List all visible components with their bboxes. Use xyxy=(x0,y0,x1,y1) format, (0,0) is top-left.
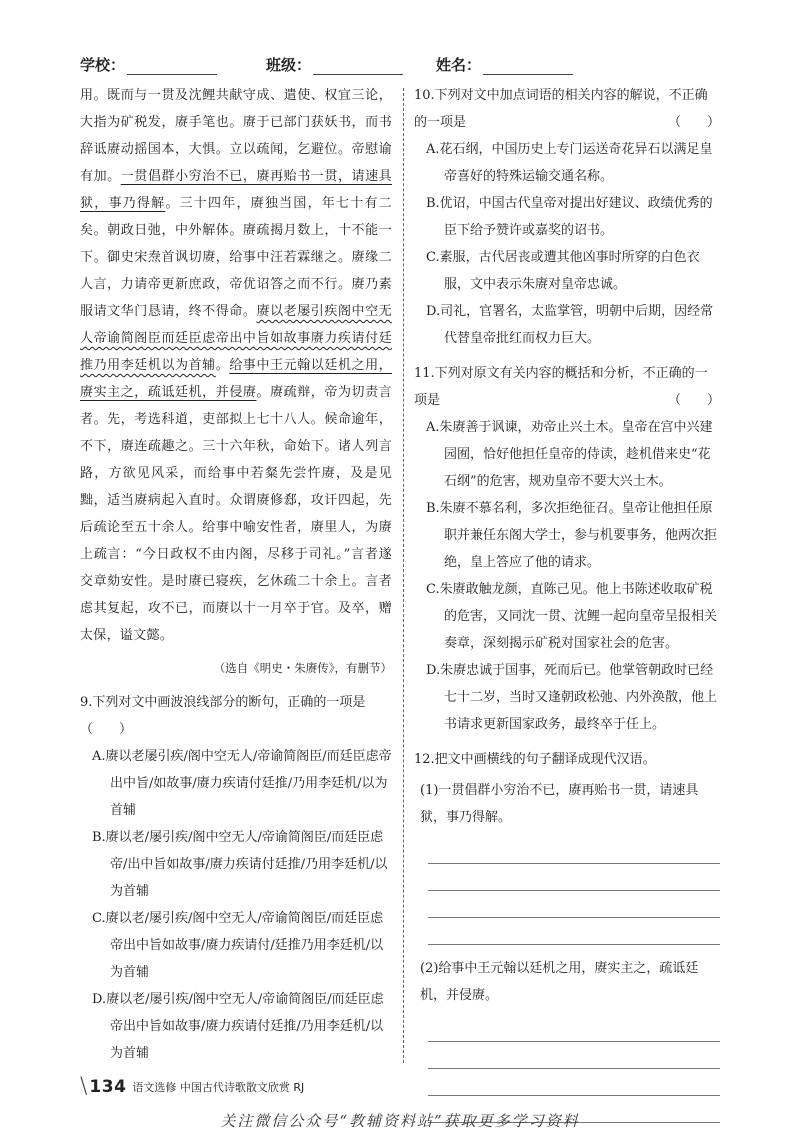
right-column xyxy=(414,82,720,1123)
bottom-promo-note: 关注微信公众号“教辅资料站”获取更多学习资料 xyxy=(220,1112,580,1130)
question-11-option-b: B.朱赓不慕名利，多次拒绝征召。皇帝让他担任原职并兼任东阁大学士，参与机要事务，他两次拒绝，皇上答应了他的请求。 xyxy=(426,501,718,570)
question-11 xyxy=(414,360,720,738)
wavy-underlined-sentence: 赓以老屡引疾阁中空无人帝谕简阁臣而廷臣虑帝出中旨如故事赓力疾请付廷推乃用李廷机以为首辅 xyxy=(80,304,392,373)
passage-text xyxy=(80,82,392,649)
question-10-option-a: A.花石纲，中国历史上专门运送奇花异石以满足皇帝喜好的特殊运输交通名称。 xyxy=(426,142,713,184)
passage-part-5: 。 xyxy=(215,358,230,373)
question-10 xyxy=(414,82,720,352)
book-title: 语文选修 中国古代诗歌散文欣赏 RJ xyxy=(132,1080,305,1094)
name-label: 姓名： xyxy=(436,56,482,74)
class-field xyxy=(266,54,403,75)
passage-part-3: 。三十四年，赓独当国，年七十有二矣。朝政日弛，中外解体。赓疏揭月数上，十不能一下。御史宋焘首讽切赓，给事中汪若霖继之。赓缘二人言，力请帝更新庶政，帝优诏答之而不行。赓乃素服请文华门恳请，终不得命。 xyxy=(80,196,392,319)
passage-part-1: 用。既而与一贯及沈鲤共献守成、遣使、权宜三论，大指为矿税发，赓手笔也。赓于已部门获妖书，而书辞诋赓动摇国本，大惧。立以疏闻，乞避位。帝慰谕有加。 xyxy=(80,88,392,184)
answer-lines-2 xyxy=(414,1015,720,1123)
question-9-option-a: A.赓以老屡引疾/阁中空无人/帝谕简阁臣/而廷臣虑帝出中旨/如故事/赓力疾请付廷推/乃用李廷机/以为首辅 xyxy=(92,749,392,818)
question-9-option-c: C.赓以老/屡引疾/阁中空无人/帝谕简阁臣/而廷臣虑帝出中旨如故事/赓力疾请付/廷推乃用李廷机/以为首辅 xyxy=(92,911,384,980)
question-9 xyxy=(80,689,392,1067)
underlined-sentence-1: 一贯倡群小穷治不已，赓再贻书一贯，请速具狱，事乃得解 xyxy=(80,169,392,211)
answer-line[interactable] xyxy=(428,891,720,918)
student-info-header xyxy=(80,54,730,78)
question-10-answer-paren: （ ） xyxy=(667,115,720,130)
question-12-sub-2: (2)给事中王元翰以廷机之用，赓实主之，疏诋廷机，并侵赓。 xyxy=(420,961,699,1003)
question-11-title: 11.下列对原文有关内容的概括和分析，不正确的一项是 xyxy=(414,366,708,408)
question-10-option-d: D.司礼，官署名，太监掌管，明朝中后期，因经常代替皇帝批红而权力巨大。 xyxy=(426,304,714,346)
answer-line[interactable] xyxy=(428,837,720,864)
passage-source: （选自《明史・朱赓传》，有删节） xyxy=(213,661,392,675)
question-11-answer-paren: （ ） xyxy=(667,393,720,408)
question-12-title: 12.把文中画横线的句子翻译成现代汉语。 xyxy=(414,752,656,767)
question-11-option-c: C.朱赓敢触龙颜，直陈己见。他上书陈述收取矿税的危害，又同沈一贯、沈鲤一起向皇帝呈报相关奏章，深刻揭示矿税对国家社会的危害。 xyxy=(426,582,718,651)
underlined-sentence-2: 给事中王元翰以廷机之用，赓实主之，疏诋廷机，并侵赓 xyxy=(80,358,392,400)
question-11-title-wrap xyxy=(414,360,720,414)
question-12-sub-1: (1)一贯倡群小穷治不已，赓再贻书一贯，请速具狱，事乃得解。 xyxy=(420,783,699,825)
class-blank xyxy=(313,56,403,75)
question-10-option-c: C.素服，古代居丧或遭其他凶事时所穿的白色衣服，文中表示朱赓对皇帝忠诚。 xyxy=(426,250,700,292)
class-label: 班级： xyxy=(266,56,312,74)
question-11-option-d: D.朱赓忠诚于国事，死而后已。他掌管朝政时已经七十二岁，当时又逢朝政松弛、内外涣散，他上书请求更新国家政务，最终卒于任上。 xyxy=(426,663,718,732)
answer-line[interactable] xyxy=(428,864,720,891)
question-9-option-d: D.赓以老/屡引疾/阁中空无人/帝谕简阁臣/而廷臣虑帝出中旨如故事/赓力疾请付廷推/乃用李廷机/以为首辅 xyxy=(92,992,384,1061)
answer-line[interactable] xyxy=(428,918,720,945)
answer-lines-1 xyxy=(414,837,720,945)
page-number: 134 xyxy=(89,1076,127,1097)
page-footer xyxy=(80,1074,304,1099)
question-11-option-a: A.朱赓善于讽谏，劝帝止兴土木。皇帝在宫中兴建园囿，恰好他担任皇帝的侍读，趁机借来史“花石纲”的危害，规劝皇帝不要大兴土木。 xyxy=(426,420,713,489)
answer-line[interactable] xyxy=(428,1042,720,1069)
question-12 xyxy=(414,746,720,1123)
question-9-title: 9.下列对文中画波浪线部分的断句，正确的一项是（ ） xyxy=(80,695,366,737)
answer-line[interactable] xyxy=(428,1069,720,1096)
question-10-title: 10.下列对文中加点词语的相关内容的解说，不正确的一项是 xyxy=(414,88,708,130)
name-field xyxy=(436,54,573,75)
school-label: 学校： xyxy=(80,56,126,74)
question-9-option-b: B.赓以老/屡引疾/阁中空无人/帝谕简阁臣/而廷臣虑帝/出中旨如故事/赓力疾请付廷推/乃用李廷机/以为首辅 xyxy=(92,830,388,899)
passage-part-7: 。赓疏辩，帝为切责言者。先，考选科道，吏部拟上七十八人。候命逾年，不下，赓连疏趣之。三十六年秋，命始下。诸人列言路，方欲见风采，而给事中若粲先尝忤赓，及是见黜，适当赓病起入直时。众谓赓修郄，攻讦四起，先后疏论至五十余人。给事中喻安性者，赓里人，为赓上疏言：“今日政权不由内阁，尽移于司礼。”言者遂交章劾安性。是时赓已寝疾，乞休疏二十余上。言者虑其复起，攻不已，而赓以十一月卒于官。及卒，赠太保，谥文懿。 xyxy=(80,385,392,643)
school-blank xyxy=(127,56,217,75)
left-column xyxy=(80,82,392,1067)
answer-line[interactable] xyxy=(428,1015,720,1042)
question-10-title-wrap xyxy=(414,82,720,136)
school-field xyxy=(80,54,217,75)
column-divider xyxy=(403,88,404,1063)
question-10-option-b: B.优诏，中国古代皇帝对提出好建议、政绩优秀的臣下给予赞许或嘉奖的诏书。 xyxy=(426,196,713,238)
footer-slash-decoration: \ xyxy=(80,1074,88,1099)
name-blank xyxy=(483,56,573,75)
